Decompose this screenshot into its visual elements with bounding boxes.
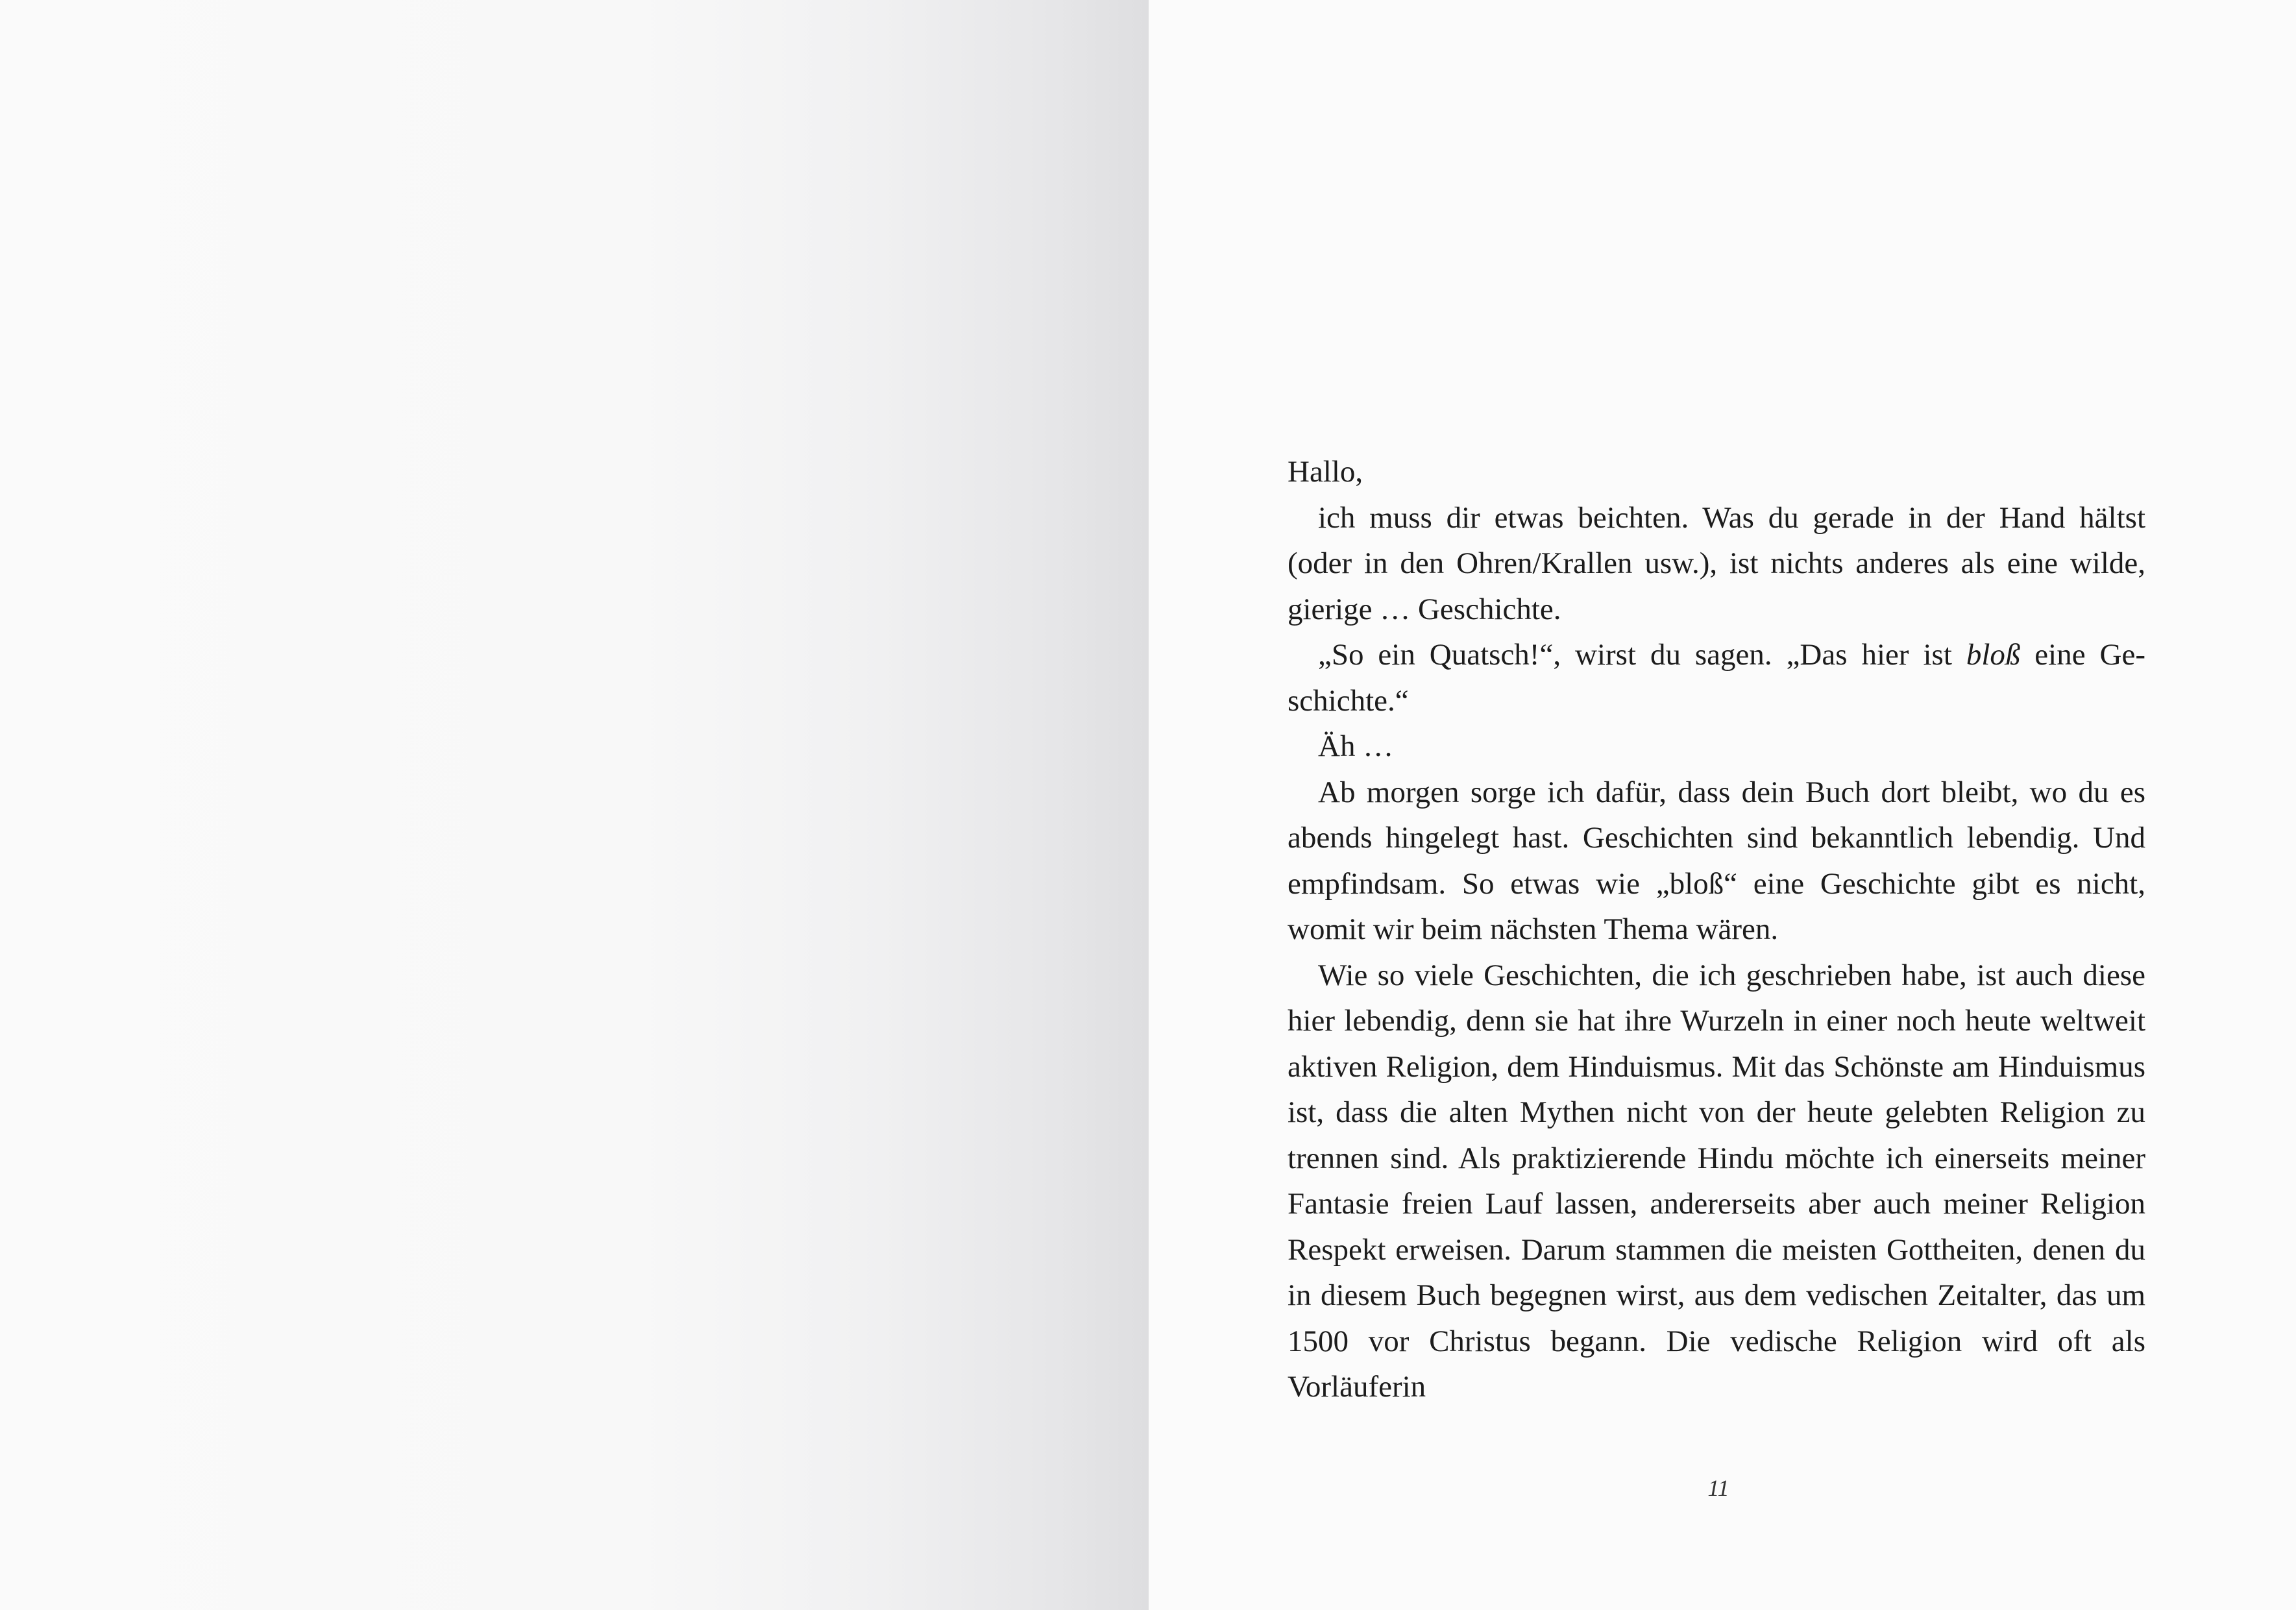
paragraph-2-text-before: „So ein Quatsch!“, wirst du sagen. „Das hier ist <box>1318 638 1966 672</box>
page-number: 11 <box>1707 1475 1729 1501</box>
letter-paragraph-4: Ab morgen sorge ich dafür, dass dein Buch dort bleibt, wo du es abends hingelegt hast. Geschichten sind bekanntlich lebendig. Und empfindsam. So etwas wie „bloß“ eine Geschichte gibt es nicht, womit wir beim nächsten Thema wären. <box>1288 775 2145 946</box>
letter-text-block <box>1288 449 2145 1410</box>
letter-paragraph-3: Äh … <box>1318 729 1394 763</box>
letter-paragraph-2 <box>1288 632 2145 724</box>
letter-paragraph-1: ich muss dir etwas beichten. Was du gerade in der Hand hältst (oder in den Ohren/Krallen usw.), ist nichts anderes als eine wilde, gierige … Geschichte. <box>1288 500 2145 626</box>
emphasis-word: bloß <box>1966 638 2021 672</box>
paragraph-2-text-after: eine Geschichte.“ <box>1288 638 2145 718</box>
letter-paragraph-5: Wie so viele Geschichten, die ich geschrieben habe, ist auch diese hier lebendig, denn sie hat ihre Wurzeln in einer noch heute weltweit aktiven Religion, dem Hinduismus. Mit das Schönste am Hinduismus ist, dass die alten Mythen nicht von der heute gelebten Religion zu trennen sind. Als praktizierende Hindu möchte ich einerseits meiner Fantasie freien Lauf lassen, andererseits aber auch meiner Religion Respekt erweisen. Darum stammen die meisten Gottheiten, denen du in diesem Buch begegnen wirst, aus dem vedischen Zeitalter, das um 1500 vor Christus begann. Die vedische Religion wird oft als Vorläuferin <box>1288 958 2145 1404</box>
letter-salutation: Hallo, <box>1288 455 1363 489</box>
